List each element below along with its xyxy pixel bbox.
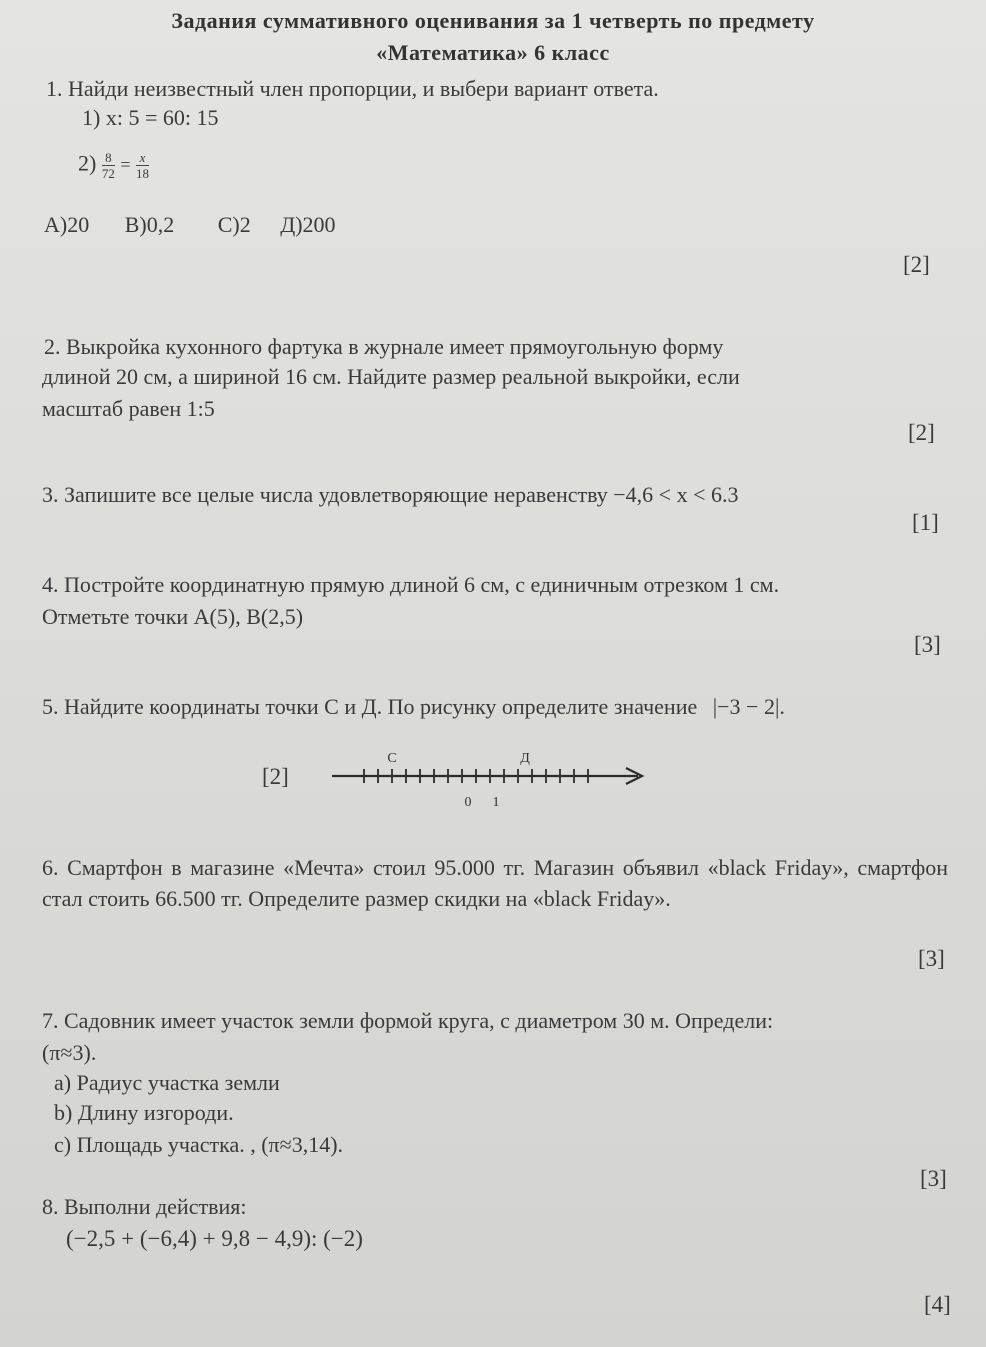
fraction-8-72 — [102, 150, 115, 181]
fraction-numerator: 8 — [102, 150, 115, 166]
q3-text: 3. Запишите все целые числа удовлетворяющие неравенству −4,6 < x < 6.3 — [42, 482, 739, 507]
q5-text — [42, 694, 785, 720]
q6-score: [3] — [918, 946, 945, 971]
q3-score: [1] — [912, 510, 939, 535]
q7-line-1: 7. Садовник имеет участок земли формой круга, с диаметром 30 м. Определи: — [42, 1008, 774, 1033]
q7-line-2: (π≈3). — [42, 1040, 97, 1065]
q5-question: 5. Найдите координаты точки С и Д. По рисунку определите значение — [42, 694, 698, 719]
label-point-d: Д — [520, 751, 530, 766]
q5-score: [2] — [262, 764, 289, 789]
q5-absolute-expression: |−3 − 2|. — [712, 694, 785, 719]
q7-item-a: a) Радиус участка земли — [54, 1070, 280, 1095]
title-line-1: Задания суммативного оценивания за 1 четверть по предмету — [171, 8, 815, 33]
fraction-denominator: 72 — [101, 166, 115, 181]
equals-sign: = — [120, 154, 131, 175]
q1-text: 1. Найди неизвестный член пропорции, и выбери вариант ответа. — [46, 76, 659, 101]
q1-options — [44, 212, 336, 238]
q2-line-3: масштаб равен 1:5 — [42, 396, 215, 421]
q7-score: [3] — [920, 1166, 947, 1191]
q2-line-2: длиной 20 см, а шириной 16 см. Найдите размер реальной выкройки, если — [42, 364, 740, 389]
q6-text: 6. Смартфон в магазине «Мечта» стоил 95.000 тг. Магазин объявил «black Friday», смартфон стал стоить 66.500 тг. Определите размер скидки на «black Friday». — [42, 855, 948, 911]
q8-score: [4] — [924, 1292, 951, 1317]
q4-line-1: 4. Постройте координатную прямую длиной 6 см, с единичным отрезком 1 см. — [42, 572, 780, 597]
option-b: В)0,2 — [124, 212, 175, 237]
fraction-x-18 — [136, 150, 149, 181]
label-point-c: С — [387, 751, 397, 766]
fraction-denominator: 18 — [135, 166, 149, 181]
q2-score: [2] — [908, 420, 935, 445]
option-c: С)2 — [217, 212, 251, 237]
number-line-diagram — [320, 742, 660, 816]
option-d: Д)200 — [280, 212, 336, 237]
q4-line-2: Отметьте точки А(5), В(2,5) — [42, 604, 304, 629]
title-line-2: «Математика» 6 класс — [376, 40, 610, 65]
option-a: А)20 — [44, 212, 90, 237]
tick-label-one: 1 — [492, 795, 500, 810]
tick-label-zero: 0 — [464, 795, 472, 810]
fraction-numerator: x — [136, 150, 149, 166]
q8-expression: (−2,5 + (−6,4) + 9,8 − 4,9): (−2) — [66, 1226, 363, 1251]
q2-line-1: 2. Выкройка кухонного фартука в журнале имеет прямоугольную форму — [44, 334, 724, 359]
q8-text: 8. Выполни действия: — [42, 1194, 247, 1219]
q7-item-b: b) Длину изгороди. — [54, 1100, 234, 1125]
q7-item-c: c) Площадь участка. , (π≈3,14). — [54, 1132, 344, 1157]
q1-item-2 — [78, 150, 149, 181]
q4-score: [3] — [914, 632, 941, 657]
q1-score: [2] — [903, 252, 930, 277]
q1-item-1: 1) x: 5 = 60: 15 — [82, 105, 219, 130]
q1-item-2-prefix: 2) — [78, 150, 97, 176]
